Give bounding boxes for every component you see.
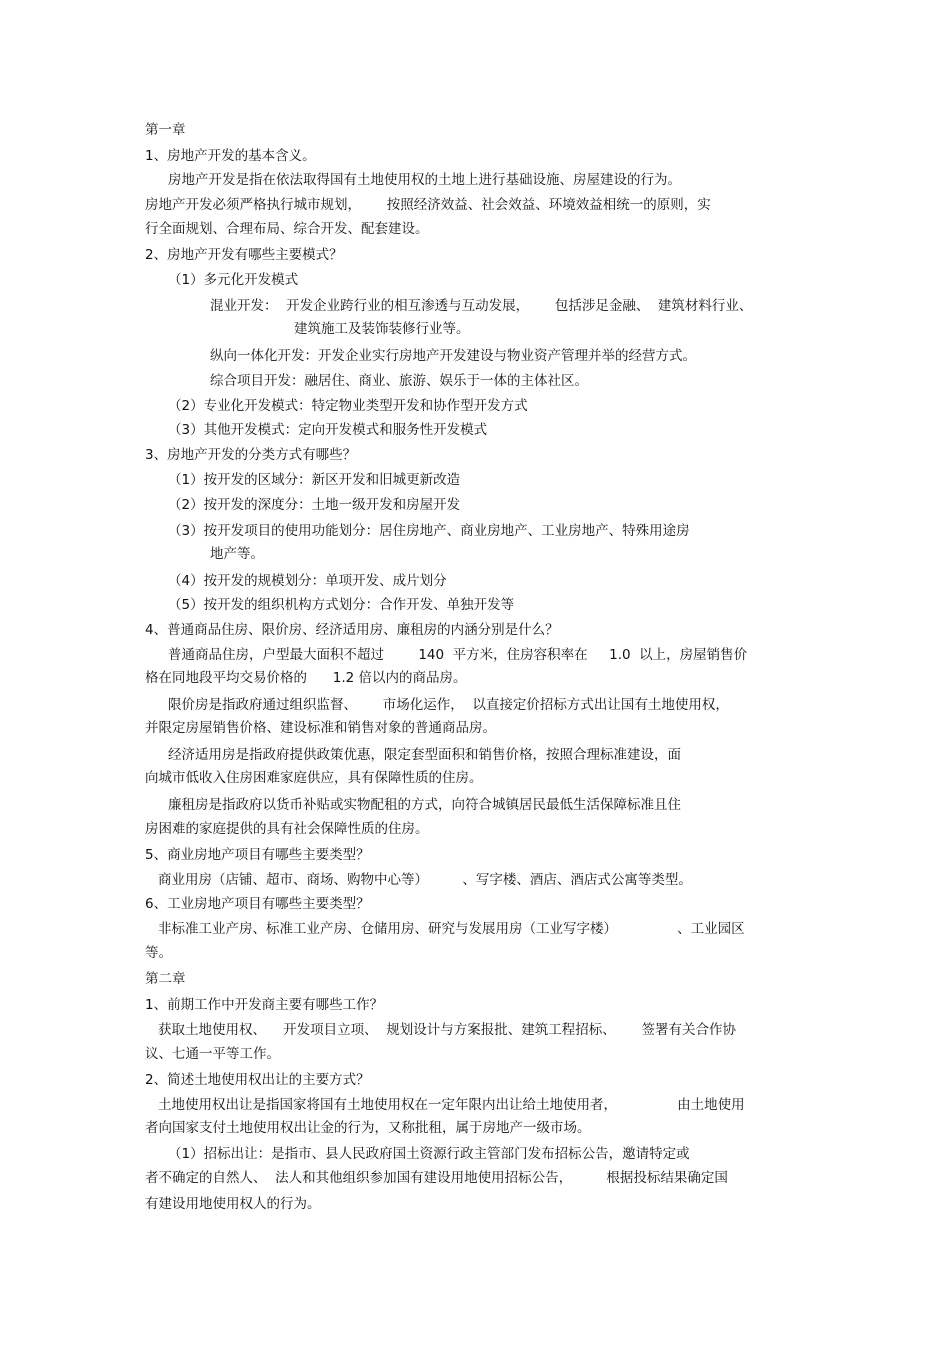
paragraph-line: 等。: [145, 945, 172, 961]
paragraph-line: 房地产开发是指在依法取得国有土地使用权的土地上进行基础设施、房屋建设的行为。: [168, 172, 681, 188]
paragraph-line: 房困难的家庭提供的具有社会保障性质的住房。: [145, 821, 429, 837]
question-heading: 2、简述土地使用权出让的主要方式？: [145, 1072, 370, 1088]
list-item: （5）按开发的组织机构方式划分：合作开发、单独开发等: [168, 597, 515, 613]
list-item: （1）按开发的区域分：新区开发和旧城更新改造: [168, 472, 461, 488]
paragraph-line: 经济适用房是指政府提供政策优惠，限定套型面积和销售价格，按照合理标准建设，面: [168, 747, 681, 763]
list-item: （3）按开发项目的使用功能划分：居住房地产、商业房地产、工业房地产、特殊用途房: [168, 523, 690, 539]
paragraph-line: 者不确定的自然人、 法人和其他组织参加国有建设用地使用招标公告， 根据投标结果确定国: [145, 1170, 728, 1186]
paragraph-line: 有建设用地使用权人的行为。: [145, 1196, 321, 1212]
paragraph-line: 格在同地段平均交易价格的 1.2 倍以内的商品房。: [145, 670, 467, 686]
chapter-heading: 第二章: [145, 971, 186, 987]
chapter-heading: 第一章: [145, 122, 186, 138]
list-item: 混业开发： 开发企业跨行业的相互渗透与互动发展， 包括涉足金融、 建筑材料行业、: [210, 298, 753, 314]
paragraph-line: 行全面规划、合理布局、综合开发、配套建设。: [145, 221, 429, 237]
paragraph-line: 者向国家支付土地使用权出让金的行为，又称批租，属于房地产一级市场。: [145, 1120, 591, 1136]
paragraph-line: 廉租房是指政府以货币补贴或实物配租的方式，向符合城镇居民最低生活保障标准且住: [168, 797, 681, 813]
paragraph-line: 向城市低收入住房困难家庭供应，具有保障性质的住房。: [145, 770, 483, 786]
list-item: （1）多元化开发模式: [168, 272, 299, 288]
question-heading: 5、商业房地产项目有哪些主要类型？: [145, 847, 370, 863]
paragraph-line: 商业用房（店铺、超市、商场、购物中心等） 、写字楼、酒店、酒店式公寓等类型。: [158, 872, 692, 888]
list-item: （4）按开发的规模划分：单项开发、成片划分: [168, 573, 447, 589]
paragraph-line: 获取土地使用权、 开发项目立项、 规划设计与方案报批、建筑工程招标、 签署有关合作协: [158, 1022, 736, 1038]
paragraph-line: 议、七通一平等工作。: [145, 1046, 280, 1062]
paragraph-line: 房地产开发必须严格执行城市规划， 按照经济效益、社会效益、环境效益相统一的原则，实: [145, 197, 711, 213]
list-item-continued: 地产等。: [210, 546, 264, 562]
list-item: （2）按开发的深度分：土地一级开发和房屋开发: [168, 497, 461, 513]
list-item: 纵向一体化开发：开发企业实行房地产开发建设与物业资产管理并举的经营方式。: [210, 348, 696, 364]
paragraph-line: 非标准工业产房、标准工业产房、仓储用房、研究与发展用房（工业写字楼） 、工业园区: [158, 921, 745, 937]
question-heading: 3、房地产开发的分类方式有哪些？: [145, 447, 357, 463]
question-heading: 6、工业房地产项目有哪些主要类型？: [145, 896, 370, 912]
paragraph-line: （1）招标出让：是指市、县人民政府国土资源行政主管部门发布招标公告，邀请特定或: [168, 1146, 690, 1162]
question-heading: 2、房地产开发有哪些主要模式？: [145, 247, 343, 263]
question-heading: 1、前期工作中开发商主要有哪些工作？: [145, 997, 384, 1013]
list-item: （3）其他开发模式：定向开发模式和服务性开发模式: [168, 422, 488, 438]
question-heading: 1、房地产开发的基本含义。: [145, 148, 316, 164]
list-item: 综合项目开发：融居住、商业、旅游、娱乐于一体的主体社区。: [210, 373, 588, 389]
paragraph-line: 土地使用权出让是指国家将国有土地使用权在一定年限内出让给土地使用者， 由土地使用: [158, 1097, 745, 1113]
list-item: （2）专业化开发模式：特定物业类型开发和协作型开发方式: [168, 398, 528, 414]
paragraph-line: 限价房是指政府通过组织监督、 市场化运作， 以直接定价招标方式出让国有土地使用权，: [168, 697, 729, 713]
paragraph-line: 并限定房屋销售价格、建设标准和销售对象的普通商品房。: [145, 720, 496, 736]
paragraph-line: 普通商品住房，户型最大面积不超过 140 平方米，住房容积率在 1.0 以上，房屋销售价: [168, 647, 748, 663]
question-heading: 4、普通商品住房、限价房、经济适用房、廉租房的内涵分别是什么？: [145, 622, 559, 638]
list-item-continued: 建筑施工及装饰装修行业等。: [294, 321, 470, 337]
